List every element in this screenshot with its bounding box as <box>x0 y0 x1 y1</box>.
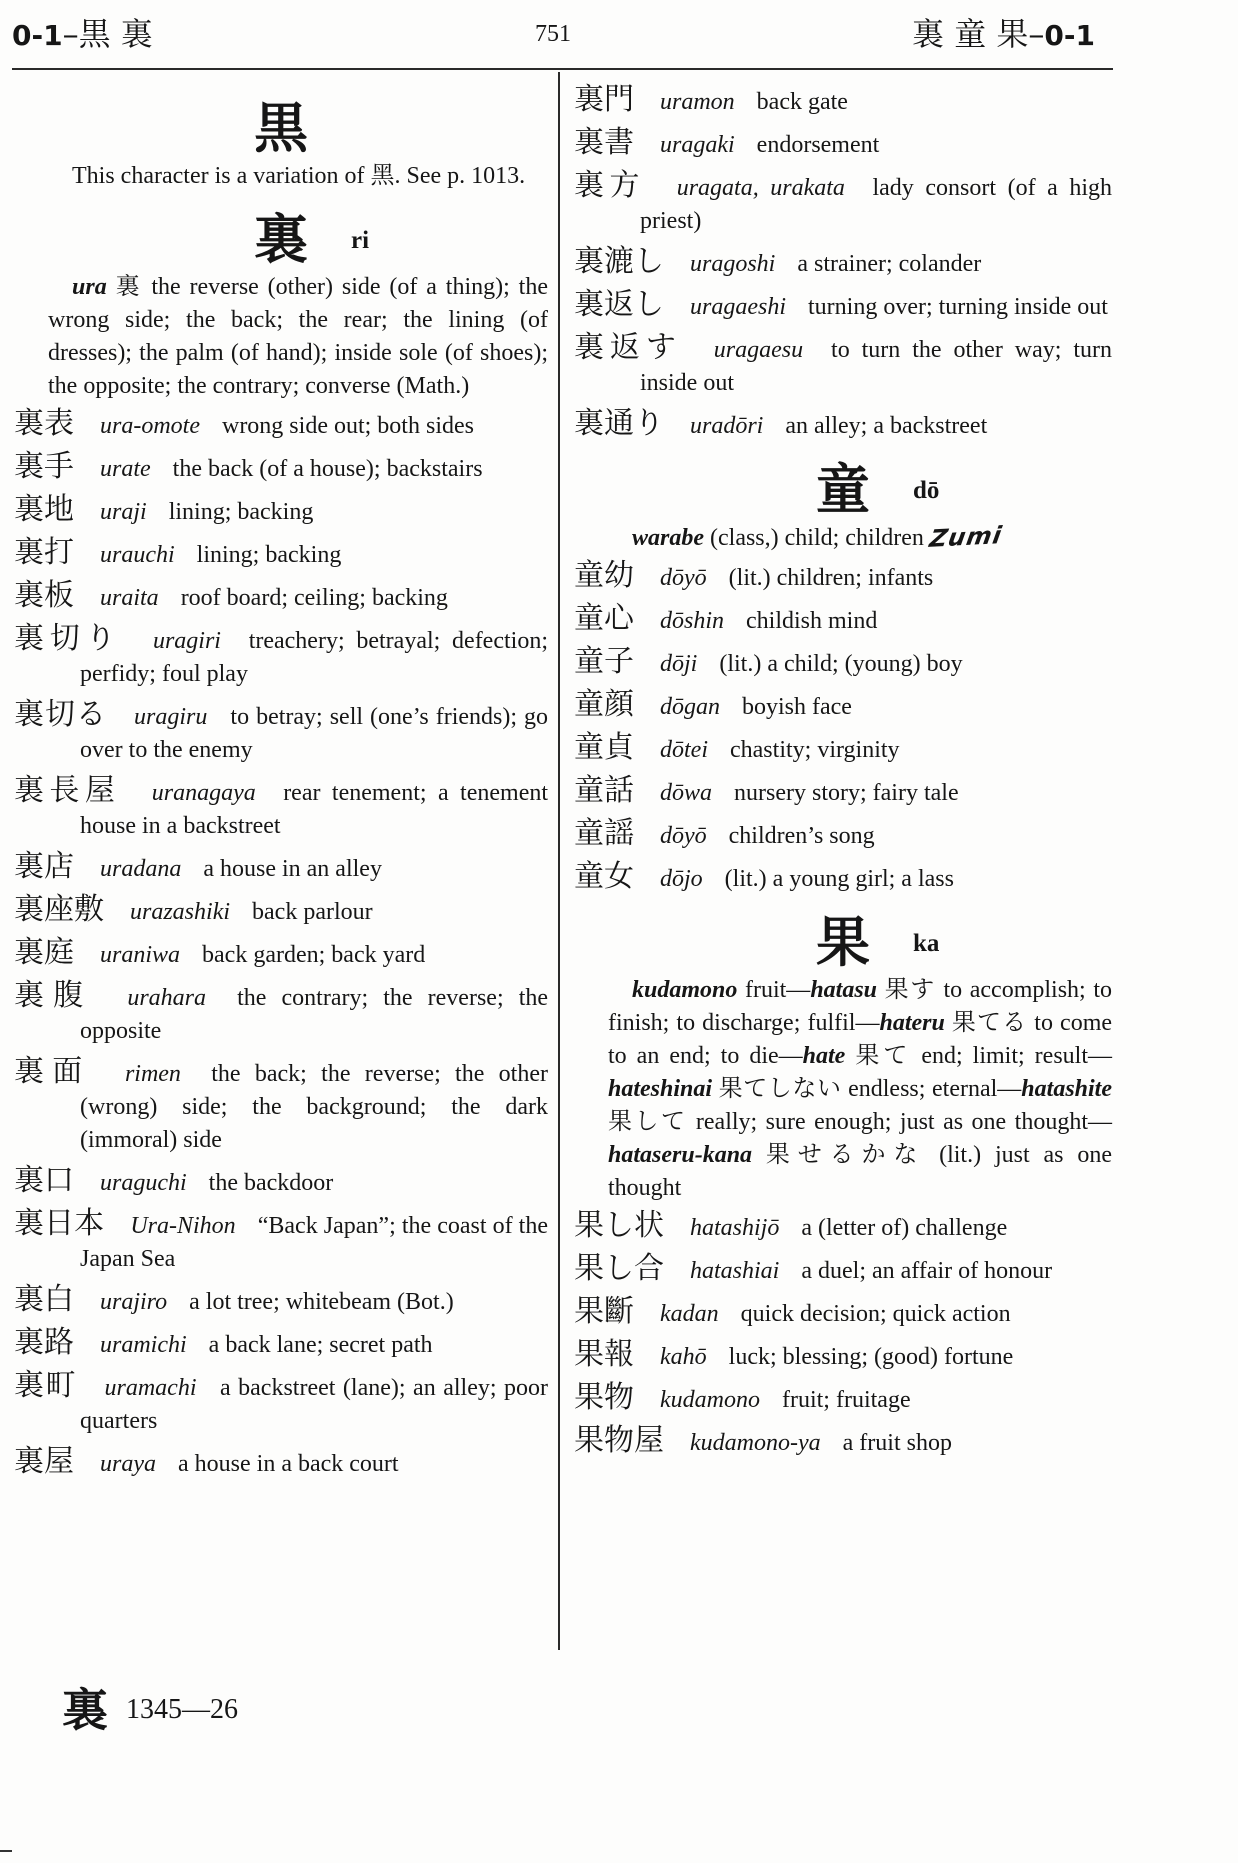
definition-text: 果す to accomplish; to finish; to discharge; fulfil— <box>608 977 1112 1036</box>
compound-reading: uradana <box>100 856 182 882</box>
compound-entry <box>574 1423 1112 1460</box>
footer-code: 1345—26 <box>126 1694 238 1725</box>
compound-kanji: 裏日本 <box>14 1206 105 1241</box>
character-definition <box>574 974 1112 1205</box>
compound-entry <box>574 601 1112 638</box>
compound-gloss: a fruit shop <box>842 1430 952 1456</box>
compound-entry <box>14 1444 548 1481</box>
compound-reading: Ura-Nihon <box>130 1213 236 1239</box>
reading-term: hate <box>802 1043 846 1069</box>
compound-gloss: (lit.) children; infants <box>728 565 934 591</box>
compound-entry <box>14 578 548 615</box>
compound-reading: urate <box>100 456 151 482</box>
compound-kanji: 果報 <box>574 1337 634 1372</box>
compound-reading: uramon <box>660 89 735 115</box>
compound-reading: uraita <box>100 585 159 611</box>
margin-mark <box>0 1850 12 1852</box>
character-section <box>574 910 1112 1460</box>
guide-characters-left: –黒 裏 <box>62 15 153 53</box>
compound-gloss: a (letter of) challenge <box>801 1215 1008 1241</box>
definition-text: 果てる to come to an end; to die— <box>608 1010 1113 1069</box>
compound-gloss: children’s song <box>728 823 875 849</box>
compound-entry <box>14 697 549 767</box>
compound-kanji: 果物屋 <box>574 1423 664 1458</box>
compound-kanji: 裏手 <box>14 449 74 484</box>
compound-gloss: a backstreet (lane); an alley; poor quarters <box>80 1375 548 1434</box>
definition-text: 裏 the reverse (other) side (of a thing); the wrong side; the back; the rear; the lining (of dresses); the palm (of hand); inside sole (of shoes); the opposite; the contrary; converse (Math.) <box>48 274 548 399</box>
compound-gloss: a back lane; secret path <box>208 1332 433 1358</box>
compound-reading: kahō <box>660 1344 707 1370</box>
compound-entry <box>14 892 548 929</box>
compound-kanji: 果物 <box>574 1380 634 1415</box>
compound-gloss: “Back Japan”; the coast of the Japan Sea <box>80 1213 548 1272</box>
compound-entry <box>574 168 1113 238</box>
compound-kanji: 果し合 <box>574 1251 664 1286</box>
compound-reading: uranagaya <box>151 780 256 806</box>
compound-kanji: 裏切り <box>14 621 122 656</box>
compound-kanji: 裏白 <box>14 1282 74 1317</box>
compound-reading: uragiri <box>152 628 221 654</box>
compound-reading: uraguchi <box>100 1170 187 1196</box>
compound-reading: urahara <box>127 985 206 1011</box>
compound-entry <box>14 1054 548 1157</box>
compound-gloss: (lit.) a child; (young) boy <box>719 651 963 677</box>
compound-gloss: a strainer; colander <box>797 251 982 277</box>
running-head <box>12 10 1113 58</box>
compound-gloss: endorsement <box>756 132 880 158</box>
compound-gloss: chastity; virginity <box>730 737 900 763</box>
heading-reading: ri <box>351 227 370 254</box>
compound-gloss: to turn the other way; turn inside out <box>640 337 1112 396</box>
compound-reading: uraniwa <box>100 942 181 968</box>
compound-entry <box>574 687 1112 724</box>
compound-reading: uraji <box>100 499 147 525</box>
compound-reading: uraya <box>100 1451 156 1477</box>
compound-kanji: 裏腹 <box>14 978 93 1013</box>
compound-entry <box>574 644 1112 681</box>
definition-text: fruit— <box>737 977 811 1003</box>
right-column <box>574 82 1113 1460</box>
compound-entry <box>14 1368 548 1438</box>
compound-gloss: lady consort (of a high priest) <box>640 175 1113 234</box>
compound-kanji: 裏切る <box>14 697 108 732</box>
compound-kanji: 裏表 <box>14 406 74 441</box>
compound-reading: ura-omote <box>100 413 200 439</box>
compound-entry <box>14 492 548 529</box>
compound-gloss: turning over; turning inside out <box>808 294 1108 320</box>
compound-reading: uragaeshi <box>690 294 786 320</box>
compound-reading: kadan <box>660 1301 719 1327</box>
compound-kanji: 裏庭 <box>14 935 74 970</box>
compound-entry <box>574 558 1112 595</box>
compound-kanji: 童謡 <box>574 816 634 851</box>
compound-gloss: lining; backing <box>196 542 342 568</box>
compound-reading: uramichi <box>100 1332 187 1358</box>
reading-term: warabe <box>632 525 704 551</box>
reading-term: hatasu <box>810 977 878 1003</box>
character-heading <box>14 96 548 160</box>
page-number: 751 <box>535 21 571 47</box>
compound-reading: uramachi <box>104 1375 197 1401</box>
compound-gloss: lining; backing <box>168 499 314 525</box>
compound-gloss: boyish face <box>742 694 852 720</box>
character-heading <box>574 910 1112 974</box>
reading-term: hatashite <box>1021 1076 1112 1102</box>
compound-gloss: quick decision; quick action <box>740 1301 1011 1327</box>
compound-gloss: (lit.) a young girl; a lass <box>724 866 954 892</box>
compound-kanji: 童貞 <box>574 730 634 765</box>
compound-kanji: 裏町 <box>14 1368 77 1403</box>
compound-gloss: rear tenement; a tenement house in a backstreet <box>80 780 549 839</box>
compound-gloss: an alley; a backstreet <box>785 413 988 439</box>
compound-kanji: 裏通り <box>574 406 664 441</box>
compound-reading: rimen <box>124 1061 181 1087</box>
character-definition <box>14 271 548 403</box>
compound-gloss: wrong side out; both sides <box>221 413 474 439</box>
compound-gloss: a lot tree; whitebeam (Bot.) <box>189 1289 454 1315</box>
compound-entry <box>574 125 1112 162</box>
running-head-right <box>912 10 1095 65</box>
heading-reading: dō <box>913 477 940 504</box>
compound-kanji: 裏板 <box>14 578 74 613</box>
compound-entry <box>14 621 548 691</box>
compound-gloss: a house in a back court <box>178 1451 399 1477</box>
compound-gloss: the contrary; the reverse; the opposite <box>80 985 549 1044</box>
compound-kanji: 童心 <box>574 601 634 636</box>
compound-gloss: the back; the reverse; the other (wrong) side; the background; the dark (immoral) side <box>80 1061 548 1153</box>
compound-gloss: childish mind <box>746 608 878 634</box>
reading-term: kudamono <box>632 977 738 1003</box>
compound-reading: dōtei <box>660 737 708 763</box>
compound-entry <box>574 1208 1112 1245</box>
reading-term: hateru <box>879 1010 945 1036</box>
heading-kanji: 裏 <box>254 207 308 271</box>
compound-entry <box>14 1325 548 1362</box>
compound-kanji: 裏地 <box>14 492 74 527</box>
handwritten-note: Zumi <box>927 521 1005 553</box>
compound-reading: dōji <box>660 651 698 677</box>
compound-reading: uragaesu <box>713 337 804 363</box>
character-heading <box>14 207 548 271</box>
compound-kanji: 裏屋 <box>14 1444 74 1479</box>
compound-entry <box>14 535 548 572</box>
definition-text: This character is a variation of 黑. See p. 1013. <box>72 163 526 189</box>
guide-characters-right: 裏 童 果– <box>912 15 1045 53</box>
compound-entry <box>574 1251 1112 1288</box>
compound-entry <box>574 1337 1112 1374</box>
compound-reading: urazashiki <box>130 899 231 925</box>
compound-entry <box>14 935 548 972</box>
left-column <box>14 86 548 1481</box>
page-footer <box>62 1682 238 1738</box>
compound-gloss: a house in an alley <box>203 856 382 882</box>
compound-entry <box>14 1163 548 1200</box>
compound-kanji: 裏口 <box>14 1163 74 1198</box>
compound-entry <box>574 287 1112 324</box>
compound-kanji: 果し状 <box>574 1208 664 1243</box>
compound-reading: dōwa <box>660 780 713 806</box>
compound-kanji: 裏返す <box>574 330 682 365</box>
compound-kanji: 裏路 <box>14 1325 74 1360</box>
heading-reading: ka <box>913 930 940 957</box>
reading-term: hateshinai <box>608 1076 713 1102</box>
character-heading <box>574 457 1112 521</box>
section-code-left: 0-1 <box>12 19 63 52</box>
compound-reading: dōshin <box>660 608 725 634</box>
compound-kanji: 裏書 <box>574 125 634 160</box>
heading-kanji: 果 <box>816 910 870 974</box>
compound-entry <box>14 1282 548 1319</box>
character-definition <box>574 521 1112 555</box>
compound-entry <box>14 406 548 443</box>
compound-kanji: 裏面 <box>14 1054 91 1089</box>
running-head-left <box>12 10 153 65</box>
compound-entry <box>574 816 1112 853</box>
compound-kanji: 童顔 <box>574 687 634 722</box>
compound-reading: kudamono <box>660 1387 760 1413</box>
compound-entry <box>14 849 548 886</box>
definition-text: 果せるかな (lit.) just as one thought <box>608 1142 1112 1201</box>
compound-kanji: 裏方 <box>574 168 646 203</box>
compound-entry <box>574 730 1112 767</box>
compound-reading: dōyō <box>660 823 707 849</box>
definition-text: 果て end; limit; result— <box>845 1043 1112 1069</box>
definition-text: 果して really; sure enough; just as one thought— <box>608 1109 1112 1135</box>
definition-text: 果てしない endless; eternal— <box>712 1076 1022 1102</box>
compound-kanji: 裏店 <box>14 849 74 884</box>
header-rule <box>12 68 1113 70</box>
compound-reading: urauchi <box>100 542 175 568</box>
reading-term: ura <box>72 274 107 300</box>
heading-kanji: 黒 <box>254 96 308 160</box>
compound-kanji: 裏返し <box>574 287 664 322</box>
compound-reading: uragiru <box>134 704 208 730</box>
compound-gloss: fruit; fruitage <box>781 1387 911 1413</box>
compound-entry <box>574 1380 1112 1417</box>
section-code-right: 0-1 <box>1044 19 1095 52</box>
compound-kanji: 裏座敷 <box>14 892 104 927</box>
compound-gloss: back garden; back yard <box>202 942 426 968</box>
compound-kanji: 裏打 <box>14 535 74 570</box>
compound-reading: uragoshi <box>690 251 776 277</box>
compound-entry <box>574 1294 1112 1331</box>
compound-kanji: 裏漉し <box>574 244 664 279</box>
compound-gloss: back gate <box>756 89 848 115</box>
character-definition <box>14 160 548 193</box>
compound-gloss: roof board; ceiling; backing <box>180 585 448 611</box>
compound-reading: hatashiai <box>690 1258 780 1284</box>
compound-gloss: nursery story; fairy tale <box>734 780 959 806</box>
character-section <box>574 457 1112 896</box>
compound-reading: dōyō <box>660 565 707 591</box>
compound-entry <box>14 1206 548 1276</box>
compound-gloss: the backdoor <box>208 1170 334 1196</box>
definition-text: (class,) child; children <box>704 525 930 551</box>
compound-reading: dōjo <box>660 866 703 892</box>
compound-entry <box>574 406 1112 443</box>
compound-reading: hatashijō <box>690 1215 780 1241</box>
reading-term: hataseru-kana <box>608 1142 753 1168</box>
compound-reading: kudamono-ya <box>690 1430 821 1456</box>
compound-gloss: a duel; an affair of honour <box>801 1258 1053 1284</box>
footer-kanji: 裏 <box>62 1683 108 1737</box>
compound-kanji: 果斷 <box>574 1294 634 1329</box>
character-section <box>574 82 1113 443</box>
compound-gloss: the back (of a house); backstairs <box>172 456 483 482</box>
compound-reading: urajiro <box>100 1289 168 1315</box>
compound-reading: uragaki <box>660 132 735 158</box>
compound-entry <box>574 244 1112 281</box>
compound-entry <box>14 449 548 486</box>
compound-kanji: 童話 <box>574 773 634 808</box>
compound-entry <box>574 859 1112 896</box>
compound-entry <box>574 330 1112 400</box>
compound-reading: uragata, urakata <box>676 175 845 201</box>
compound-gloss: back parlour <box>252 899 373 925</box>
compound-reading: uradōri <box>690 413 764 439</box>
compound-entry <box>574 82 1112 119</box>
compound-gloss: luck; blessing; (good) fortune <box>728 1344 1014 1370</box>
compound-gloss: treachery; betrayal; defection; perfidy; foul play <box>80 628 548 687</box>
compound-kanji: 童子 <box>574 644 634 679</box>
compound-kanji: 童女 <box>574 859 634 894</box>
compound-entry <box>14 773 549 843</box>
heading-kanji: 童 <box>816 457 870 521</box>
compound-kanji: 裏門 <box>574 82 634 117</box>
character-section <box>14 96 548 193</box>
compound-kanji: 裏長屋 <box>14 773 121 808</box>
compound-gloss: to betray; sell (one’s friends); go over to the enemy <box>80 704 549 763</box>
compound-entry <box>574 773 1112 810</box>
compound-reading: dōgan <box>660 694 720 720</box>
column-divider <box>558 72 560 1650</box>
compound-kanji: 童幼 <box>574 558 634 593</box>
character-section <box>14 207 548 1481</box>
compound-entry <box>14 978 549 1048</box>
